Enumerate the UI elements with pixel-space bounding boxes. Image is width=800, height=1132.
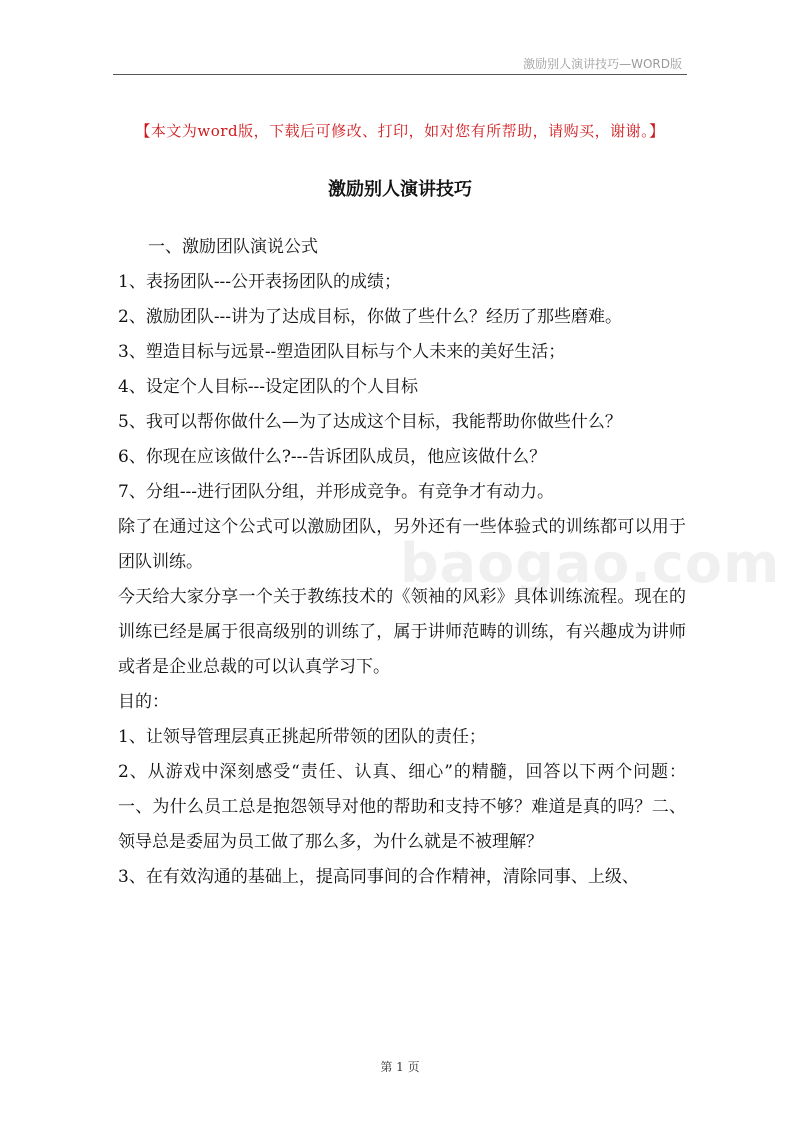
formula-step: 1、表扬团队---公开表扬团队的成绩； [118, 272, 402, 292]
section-heading: 一、激励团队演说公式 [148, 237, 318, 257]
paragraph: 除了在通过这个公式可以激励团队，另外还有一些体验式的训练都可以用于团队训练。 [118, 517, 686, 572]
purpose-item: 3、在有效沟通的基础上，提高同事间的合作精神，清除同事、上级、 [118, 867, 639, 887]
formula-step: 3、塑造目标与远景--塑造团队目标与个人未来的美好生活； [118, 342, 566, 362]
paragraph: 今天给大家分享一个关于教练技术的《领袖的风彩》具体训练流程。现在的训练已经是属于很高级别的训练了，属于讲师范畴的训练，有兴趣成为讲师或者是企业总裁的可以认真学习下。 [118, 587, 686, 677]
running-header: 激励别人演讲技巧—WORD版 [523, 57, 682, 71]
formula-step: 4、设定个人目标---设定团队的个人目标 [118, 377, 419, 397]
formula-step: 7、分组---进行团队分组，并形成竞争。有竞争才有动力。 [118, 482, 555, 502]
download-notice: 【本文为word版，下载后可修改、打印，如对您有所帮助，请购买，谢谢。】 [135, 122, 665, 140]
document-body [118, 230, 686, 895]
formula-step: 2、激励团队---讲为了达成目标，你做了些什么？经历了那些磨难。 [118, 307, 623, 327]
document-title: 激励别人演讲技巧 [328, 179, 472, 200]
formula-step: 5、我可以帮你做什么—为了达成这个目标，我能帮助你做些什么？ [118, 412, 622, 432]
purpose-item: 2、从游戏中深刻感受“责任、认真、细心”的精髓，回答以下两个问题：一、为什么员工总是抱怨领导对他的帮助和支持不够？难道是真的吗？二、领导总是委屈为员工做了那么多，为什么就是不被理解？ [118, 762, 686, 852]
purpose-label: 目的： [118, 692, 169, 712]
purpose-item: 1、让领导管理层真正挑起所带领的团队的责任； [118, 727, 486, 747]
header-divider [113, 74, 687, 75]
watermark: baogao.com [400, 532, 781, 595]
page-number: 第 1 页 [380, 1060, 420, 1074]
formula-step: 6、你现在应该做什么?---告诉团队成员，他应该做什么？ [118, 447, 547, 467]
